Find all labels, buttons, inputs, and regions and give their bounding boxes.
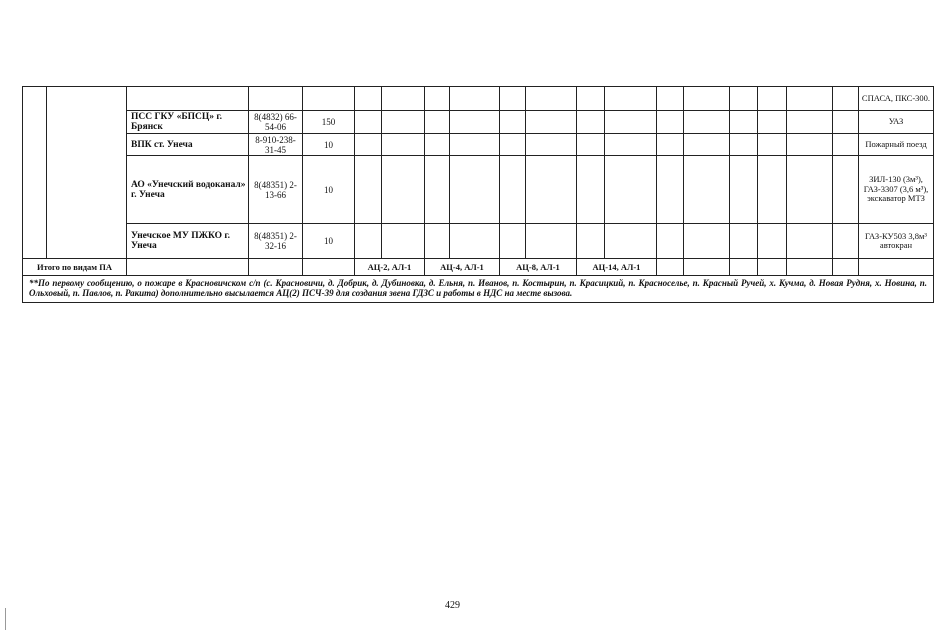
org-equipment: СПАСА, ПКС-300. — [859, 87, 934, 111]
table-row — [23, 224, 934, 259]
totals-rank-14: АЦ-14, АЛ-1 — [577, 259, 657, 276]
totals-rank-2: АЦ-2, АЛ-1 — [355, 259, 425, 276]
table-row — [23, 111, 934, 134]
org-distance: 10 — [303, 224, 355, 259]
totals-rank-8: АЦ-8, АЛ-1 — [500, 259, 577, 276]
forces-table — [22, 86, 934, 303]
org-name: ПСС ГКУ «БПСЦ» г. Брянск — [127, 111, 249, 134]
org-distance — [303, 87, 355, 111]
table-row — [23, 87, 934, 111]
org-name: ВПК ст. Унеча — [127, 134, 249, 156]
blank-cell — [47, 87, 127, 259]
org-equipment: ЗИЛ-130 (3м³), ГАЗ-3307 (3,6 м³), экскаватор МТЗ — [859, 156, 934, 224]
org-equipment: УАЗ — [859, 111, 934, 134]
org-distance: 10 — [303, 134, 355, 156]
org-name: Унечское МУ ПЖКО г. Унеча — [127, 224, 249, 259]
org-distance: 150 — [303, 111, 355, 134]
note-row — [23, 276, 934, 303]
org-distance: 10 — [303, 156, 355, 224]
org-equipment: Пожарный поезд — [859, 134, 934, 156]
org-phone — [249, 87, 303, 111]
org-phone: 8(48351) 2-13-66 — [249, 156, 303, 224]
totals-label: Итого по видам ПА — [23, 259, 127, 276]
org-phone: 8(48351) 2-32-16 — [249, 224, 303, 259]
org-phone: 8(4832) 66-54-06 — [249, 111, 303, 134]
org-equipment: ГАЗ-КУ503 3,8м³ автокран — [859, 224, 934, 259]
table-row — [23, 134, 934, 156]
org-phone: 8-910-238-31-45 — [249, 134, 303, 156]
blank-cell — [23, 87, 47, 259]
page-number: 429 — [445, 600, 460, 611]
document-sheet — [22, 86, 931, 303]
org-name: АО «Унечский водоканал» г. Унеча — [127, 156, 249, 224]
dispatch-note: **По первому сообщению, о пожаре в Красновичском с/п (с. Красновичи, д. Добрик, д. Дубиновка, д. Ельня, п. Иванов, п. Костырин, п. Красицкий, п. Красноселье, п. Красный Ручей, х. Кучма, д. Новая Рудня, х. Новина, п. Ольховый, п. Павлов, п. Ракита) дополнительно высылается АЦ(2) ПСЧ-39 для создания звена ГДЗС и работы в НДС на месте вызова. — [23, 276, 934, 303]
totals-row — [23, 259, 934, 276]
table-row — [23, 156, 934, 224]
totals-rank-4: АЦ-4, АЛ-1 — [425, 259, 500, 276]
scan-edge-mark — [5, 608, 6, 630]
org-name — [127, 87, 249, 111]
